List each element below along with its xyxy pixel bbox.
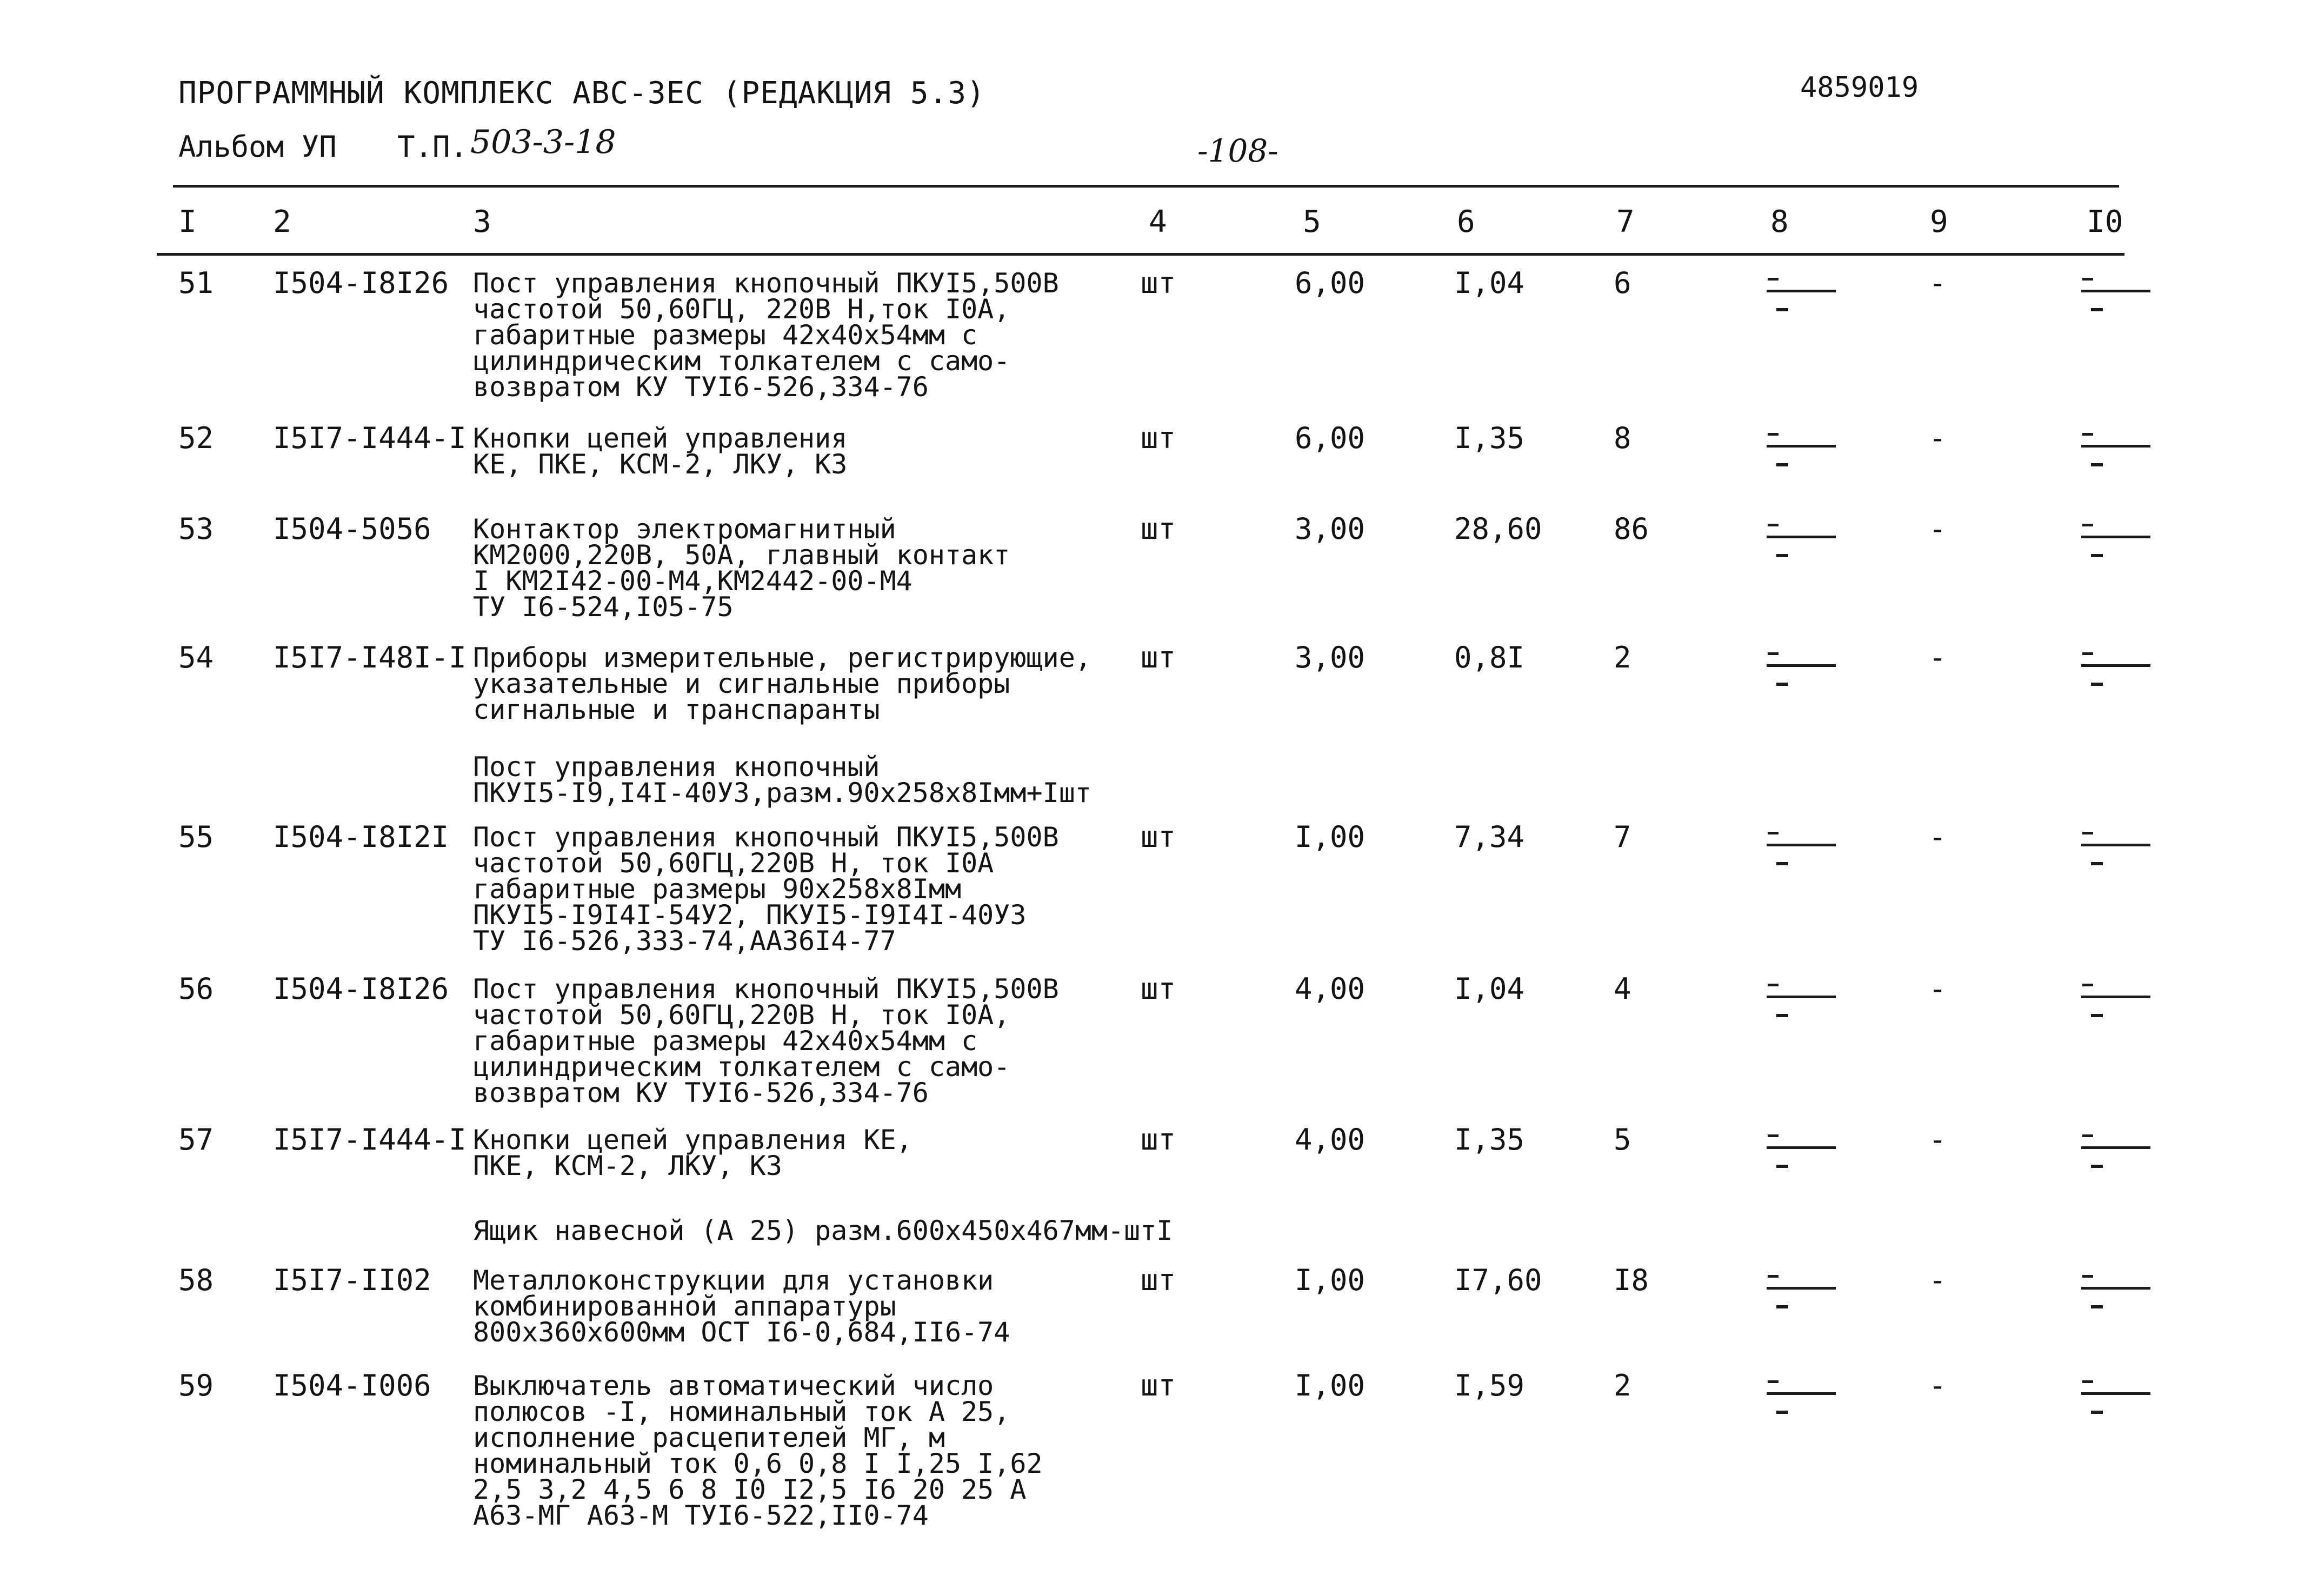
album-label: Альбом УП (178, 130, 337, 164)
item-quantity: 3,00 (1295, 512, 1366, 546)
ditto-mark-col10 (2081, 1373, 2152, 1432)
col-header-7: 7 (1616, 204, 1635, 239)
header-rule-bottom (157, 253, 2124, 256)
item-weight: I7,60 (1454, 1263, 1542, 1297)
ditto-mark-col8 (1767, 1373, 1837, 1432)
item-weight: I,59 (1454, 1368, 1525, 1403)
item-unit: шт (1141, 1368, 1176, 1403)
col9-dash: - (1929, 1123, 1947, 1157)
col-header-10: I0 (2087, 204, 2123, 239)
item-code: I504-5056 (273, 512, 431, 546)
program-title: ПРОГРАММНЫЙ КОМПЛЕКС АВС-ЗЕС (РЕДАКЦИЯ 5.3) (178, 76, 985, 111)
item-quantity: I,00 (1295, 1263, 1366, 1297)
header-rule-top (173, 185, 2119, 188)
item-quantity: I,00 (1295, 820, 1366, 854)
col9-dash: - (1929, 972, 1947, 1006)
item-unit: шт (1141, 1123, 1176, 1157)
item-total: 2 (1614, 1368, 1631, 1403)
item-description: Приборы измерительные, регистрирующие, указательные и сигнальные приборы сигнальные и транспаранты (473, 642, 1091, 725)
item-weight: I,04 (1454, 972, 1525, 1006)
row-number: 53 (178, 512, 214, 546)
item-description: Пост управления кнопочный ПКУI5,500В частотой 50,60ГЦ,220В Н, ток I0А габаритные размеры 90х258х8Iмм ПКУI5-I9I4I-54У2, ПКУI5-I9I4I-40УЗ ТУ I6-526,333-74,АА36I4-77 (473, 822, 1059, 957)
col-header-9: 9 (1930, 204, 1948, 239)
ditto-mark-col10 (2081, 976, 2152, 1036)
item-description: Контактор электромагнитный КМ2000,220В, 50А, главный контакт I КМ2I42-00-М4,КМ2442-00-М4 ТУ I6-524,I05-75 (473, 513, 1010, 623)
row-number: 58 (178, 1263, 214, 1297)
ditto-mark-col10 (2081, 516, 2152, 576)
item-weight: I,35 (1454, 421, 1525, 455)
item-code: I5I7-I48I-I (273, 640, 467, 675)
tp-label: Т.П. (397, 130, 468, 164)
col-header-4: 4 (1149, 204, 1167, 239)
item-quantity: 3,00 (1295, 640, 1366, 675)
row-number: 56 (178, 972, 214, 1006)
ditto-mark-col10 (2081, 824, 2152, 884)
col9-dash: - (1929, 1368, 1947, 1403)
item-description: Пост управления кнопочный ПКУI5,500В частотой 50,60ГЦ, 220В Н,ток I0А, габаритные размеры 42х40х54мм с цилиндрическим толкателем с само- возвратом КУ ТУI6-526,334-76 (473, 268, 1059, 403)
item-unit: шт (1141, 972, 1176, 1006)
row-number: 59 (178, 1368, 214, 1403)
item-weight: 7,34 (1454, 820, 1525, 854)
col9-dash: - (1929, 1263, 1947, 1297)
ditto-mark-col10 (2081, 1267, 2152, 1327)
item-description: Металлоконструкции для установки комбинированной аппаратуры 800х360х600мм ОСТ I6-0,684,II6-74 (473, 1265, 1010, 1348)
ditto-mark-col10 (2081, 1127, 2152, 1186)
row-number: 54 (178, 640, 214, 675)
row-number: 51 (178, 266, 214, 300)
item-quantity: 6,00 (1295, 266, 1366, 300)
col-header-2: 2 (273, 204, 291, 239)
item-quantity: 4,00 (1295, 972, 1366, 1006)
ditto-mark-col8 (1767, 645, 1837, 704)
item-description: Выключатель автоматический число полюсов -I, номинальный ток А 25, исполнение расцепителей МГ, м номинальный ток 0,6 0,8 I I,25 I,62 2,5 3,2 4,5 6 8 I0 I2,5 I6 20 25 А А63-МГ А63-М ТУI6-522,II0-74 (473, 1370, 1043, 1531)
item-total: 6 (1614, 266, 1631, 300)
item-code: I5I7-I444-I (273, 421, 467, 455)
col-header-3: 3 (473, 204, 491, 239)
item-code: I504-I006 (273, 1368, 431, 1403)
sub-note: Ящик навесной (А 25) разм.600х450х467мм-штI (473, 1215, 1173, 1246)
ditto-mark-col8 (1767, 976, 1837, 1036)
item-unit: шт (1141, 1263, 1176, 1297)
row-number: 55 (178, 820, 214, 854)
ditto-mark-col10 (2081, 425, 2152, 485)
item-quantity: 4,00 (1295, 1123, 1366, 1157)
item-code: I5I7-II02 (273, 1263, 431, 1297)
ditto-mark-col10 (2081, 645, 2152, 704)
item-weight: I,35 (1454, 1123, 1525, 1157)
item-quantity: I,00 (1295, 1368, 1366, 1403)
item-code: I5I7-I444-I (273, 1123, 467, 1157)
row-number: 57 (178, 1123, 214, 1157)
item-total: I8 (1614, 1263, 1649, 1297)
item-unit: шт (1141, 820, 1176, 854)
document-number: 4859019 (1800, 71, 1919, 104)
item-total: 2 (1614, 640, 1631, 675)
item-weight: 28,60 (1454, 512, 1542, 546)
item-total: 7 (1614, 820, 1631, 854)
ditto-mark-col8 (1767, 425, 1837, 485)
ditto-mark-col8 (1767, 270, 1837, 330)
ditto-mark-col8 (1767, 516, 1837, 576)
item-description: Кнопки цепей управления КЕ, ПКЕ, КСМ-2, ЛКУ, КЗ (473, 1124, 912, 1181)
item-total: 8 (1614, 421, 1631, 455)
col-header-8: 8 (1770, 204, 1789, 239)
item-unit: шт (1141, 421, 1176, 455)
page-number: -108- (1197, 132, 1278, 169)
item-code: I504-I8I26 (273, 972, 449, 1006)
col-header-1: I (178, 204, 197, 239)
col-header-5: 5 (1303, 204, 1321, 239)
sub-note: Пост управления кнопочный ПКУI5-I9,I4I-40УЗ,разм.90х258х8Iмм+Iшт (473, 751, 1091, 809)
col9-dash: - (1929, 640, 1947, 675)
ditto-mark-col8 (1767, 824, 1837, 884)
item-unit: шт (1141, 640, 1176, 675)
col9-dash: - (1929, 820, 1947, 854)
item-weight: 0,8I (1454, 640, 1525, 675)
col9-dash: - (1929, 421, 1947, 455)
item-total: 4 (1614, 972, 1631, 1006)
col9-dash: - (1929, 266, 1947, 300)
item-description: Пост управления кнопочный ПКУI5,500В частотой 50,60ГЦ,220В Н, ток I0А, габаритные размеры 42х40х54мм с цилиндрическим толкателем с само- возвратом КУ ТУI6-526,334-76 (473, 973, 1059, 1108)
col9-dash: - (1929, 512, 1947, 546)
item-description: Кнопки цепей управления КЕ, ПКЕ, КСМ-2, ЛКУ, КЗ (473, 423, 848, 480)
tp-value: 503-3-18 (470, 123, 616, 161)
ditto-mark-col10 (2081, 270, 2152, 330)
item-unit: шт (1141, 512, 1176, 546)
col-header-6: 6 (1457, 204, 1475, 239)
ditto-mark-col8 (1767, 1127, 1837, 1186)
item-weight: I,04 (1454, 266, 1525, 300)
item-total: 5 (1614, 1123, 1631, 1157)
item-quantity: 6,00 (1295, 421, 1366, 455)
item-code: I504-I8I26 (273, 266, 449, 300)
ditto-mark-col8 (1767, 1267, 1837, 1327)
item-unit: шт (1141, 266, 1176, 300)
row-number: 52 (178, 421, 214, 455)
item-code: I504-I8I2I (273, 820, 449, 854)
item-total: 86 (1614, 512, 1649, 546)
